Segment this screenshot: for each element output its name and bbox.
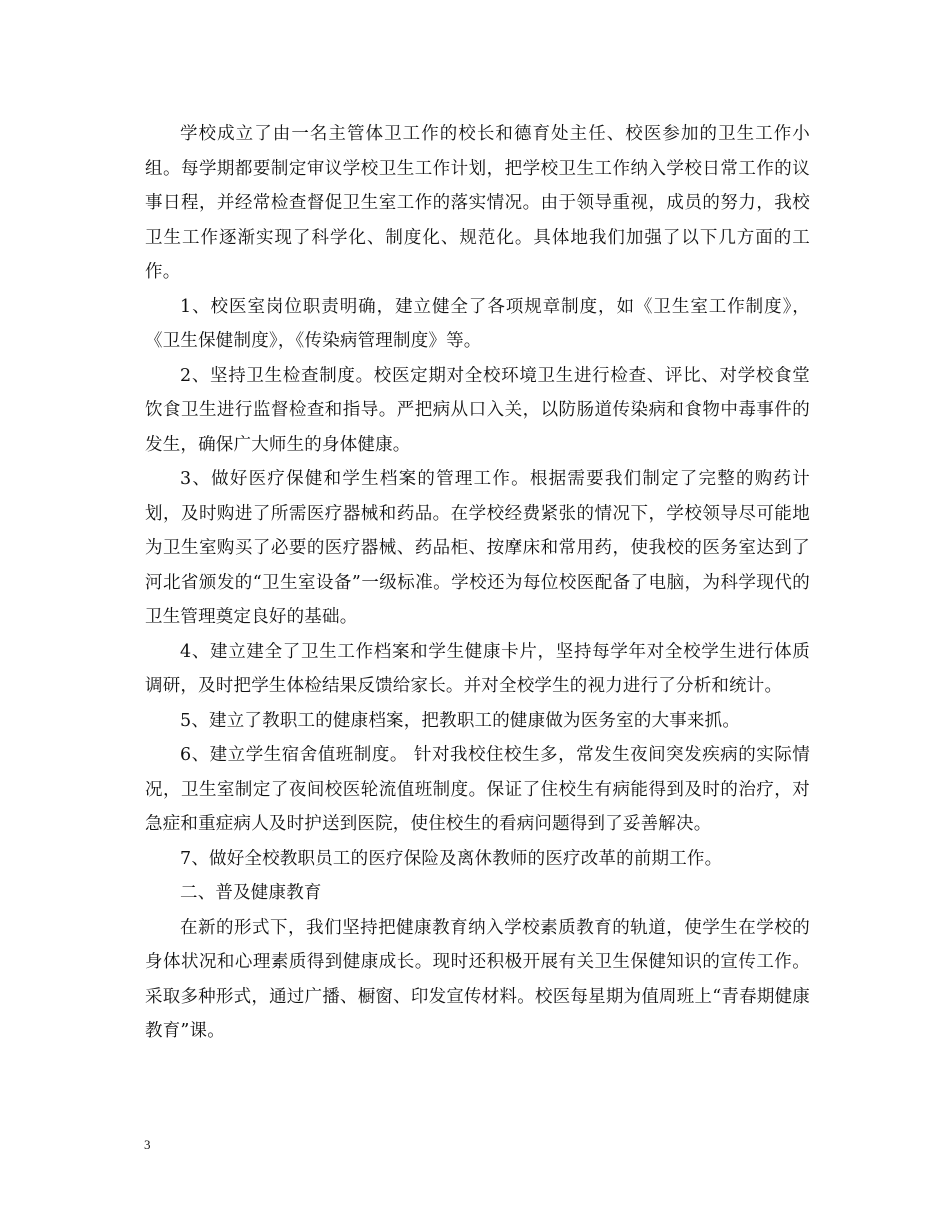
paragraph-item-5: 5、建立了教职工的健康档案，把教职工的健康做为医务室的大事来抓。 (180, 710, 741, 731)
paragraph-intro: 学校成立了由一名主管体卫工作的校长和德育处主任、校医参加的卫生工作小组。每学期都要制定审议学校卫生工作计划，把学校卫生工作纳入学校日常工作的议事日程，并经常检查督促卫生室工作的落实情况。由于领导重视，成员的努力，我校卫生工作逐渐实现了科学化、制度化、规范化。具体地我们加强了以下几方面的工作。 (145, 124, 810, 282)
paragraph-item-3: 3、做好医疗保健和学生档案的管理工作。根据需要我们制定了完整的购药计划，及时购进了所需医疗器械和药品。在学校经费紧张的情况下，学校领导尽可能地为卫生室购买了必要的医疗器械、药品柜、按摩床和常用药，使我校的医务室达到了河北省颁发的“卫生室设备”一级标准。学校还为每位校医配备了电脑，为科学现代的卫生管理奠定良好的基础。 (145, 469, 810, 627)
paragraph-item-2: 2、坚持卫生检查制度。校医定期对全校环境卫生进行检查、评比、对学校食堂饮食卫生进行监督检查和指导。严把病从口入关，以防肠道传染病和食物中毒事件的发生，确保广大师生的身体健康。 (145, 365, 810, 455)
paragraph-item-6: 6、建立学生宿舍值班制度。 针对我校住校生多，常发生夜间突发疾病的实际情况，卫生室制定了夜间校医轮流值班制度。保证了住校生有病能得到及时的治疗，对急症和重症病人及时护送到医院，使住校生的看病问题得到了妥善解决。 (145, 745, 810, 834)
paragraph-item-4: 4、建立建全了卫生工作档案和学生健康卡片，坚持每学年对全校学生进行体质调研，及时把学生体检结果反馈给家长。并对全校学生的视力进行了分析和统计。 (145, 641, 810, 696)
paragraph-health-education: 在新的形式下，我们坚持把健康教育纳入学校素质教育的轨道，使学生在学校的身体状况和心理素质得到健康成长。现时还积极开展有关卫生保健知识的宣传工作。采取多种形式，通过广播、橱窗、印发宣传材料。校医每星期为值周班上“青春期健康教育”课。 (145, 917, 810, 1041)
paragraph-item-7: 7、做好全校教职员工的医疗保险及离休教师的医疗改革的前期工作。 (180, 848, 723, 869)
paragraph-item-1: 1、校医室岗位职责明确，建立健全了各项规章制度，如《卫生室工作制度》，《卫生保健制度》，《传染病管理制度》等。 (145, 296, 810, 351)
document-body (145, 117, 810, 1049)
section-heading: 二、普及健康教育 (180, 883, 322, 903)
page-number: 3 (144, 1137, 151, 1152)
